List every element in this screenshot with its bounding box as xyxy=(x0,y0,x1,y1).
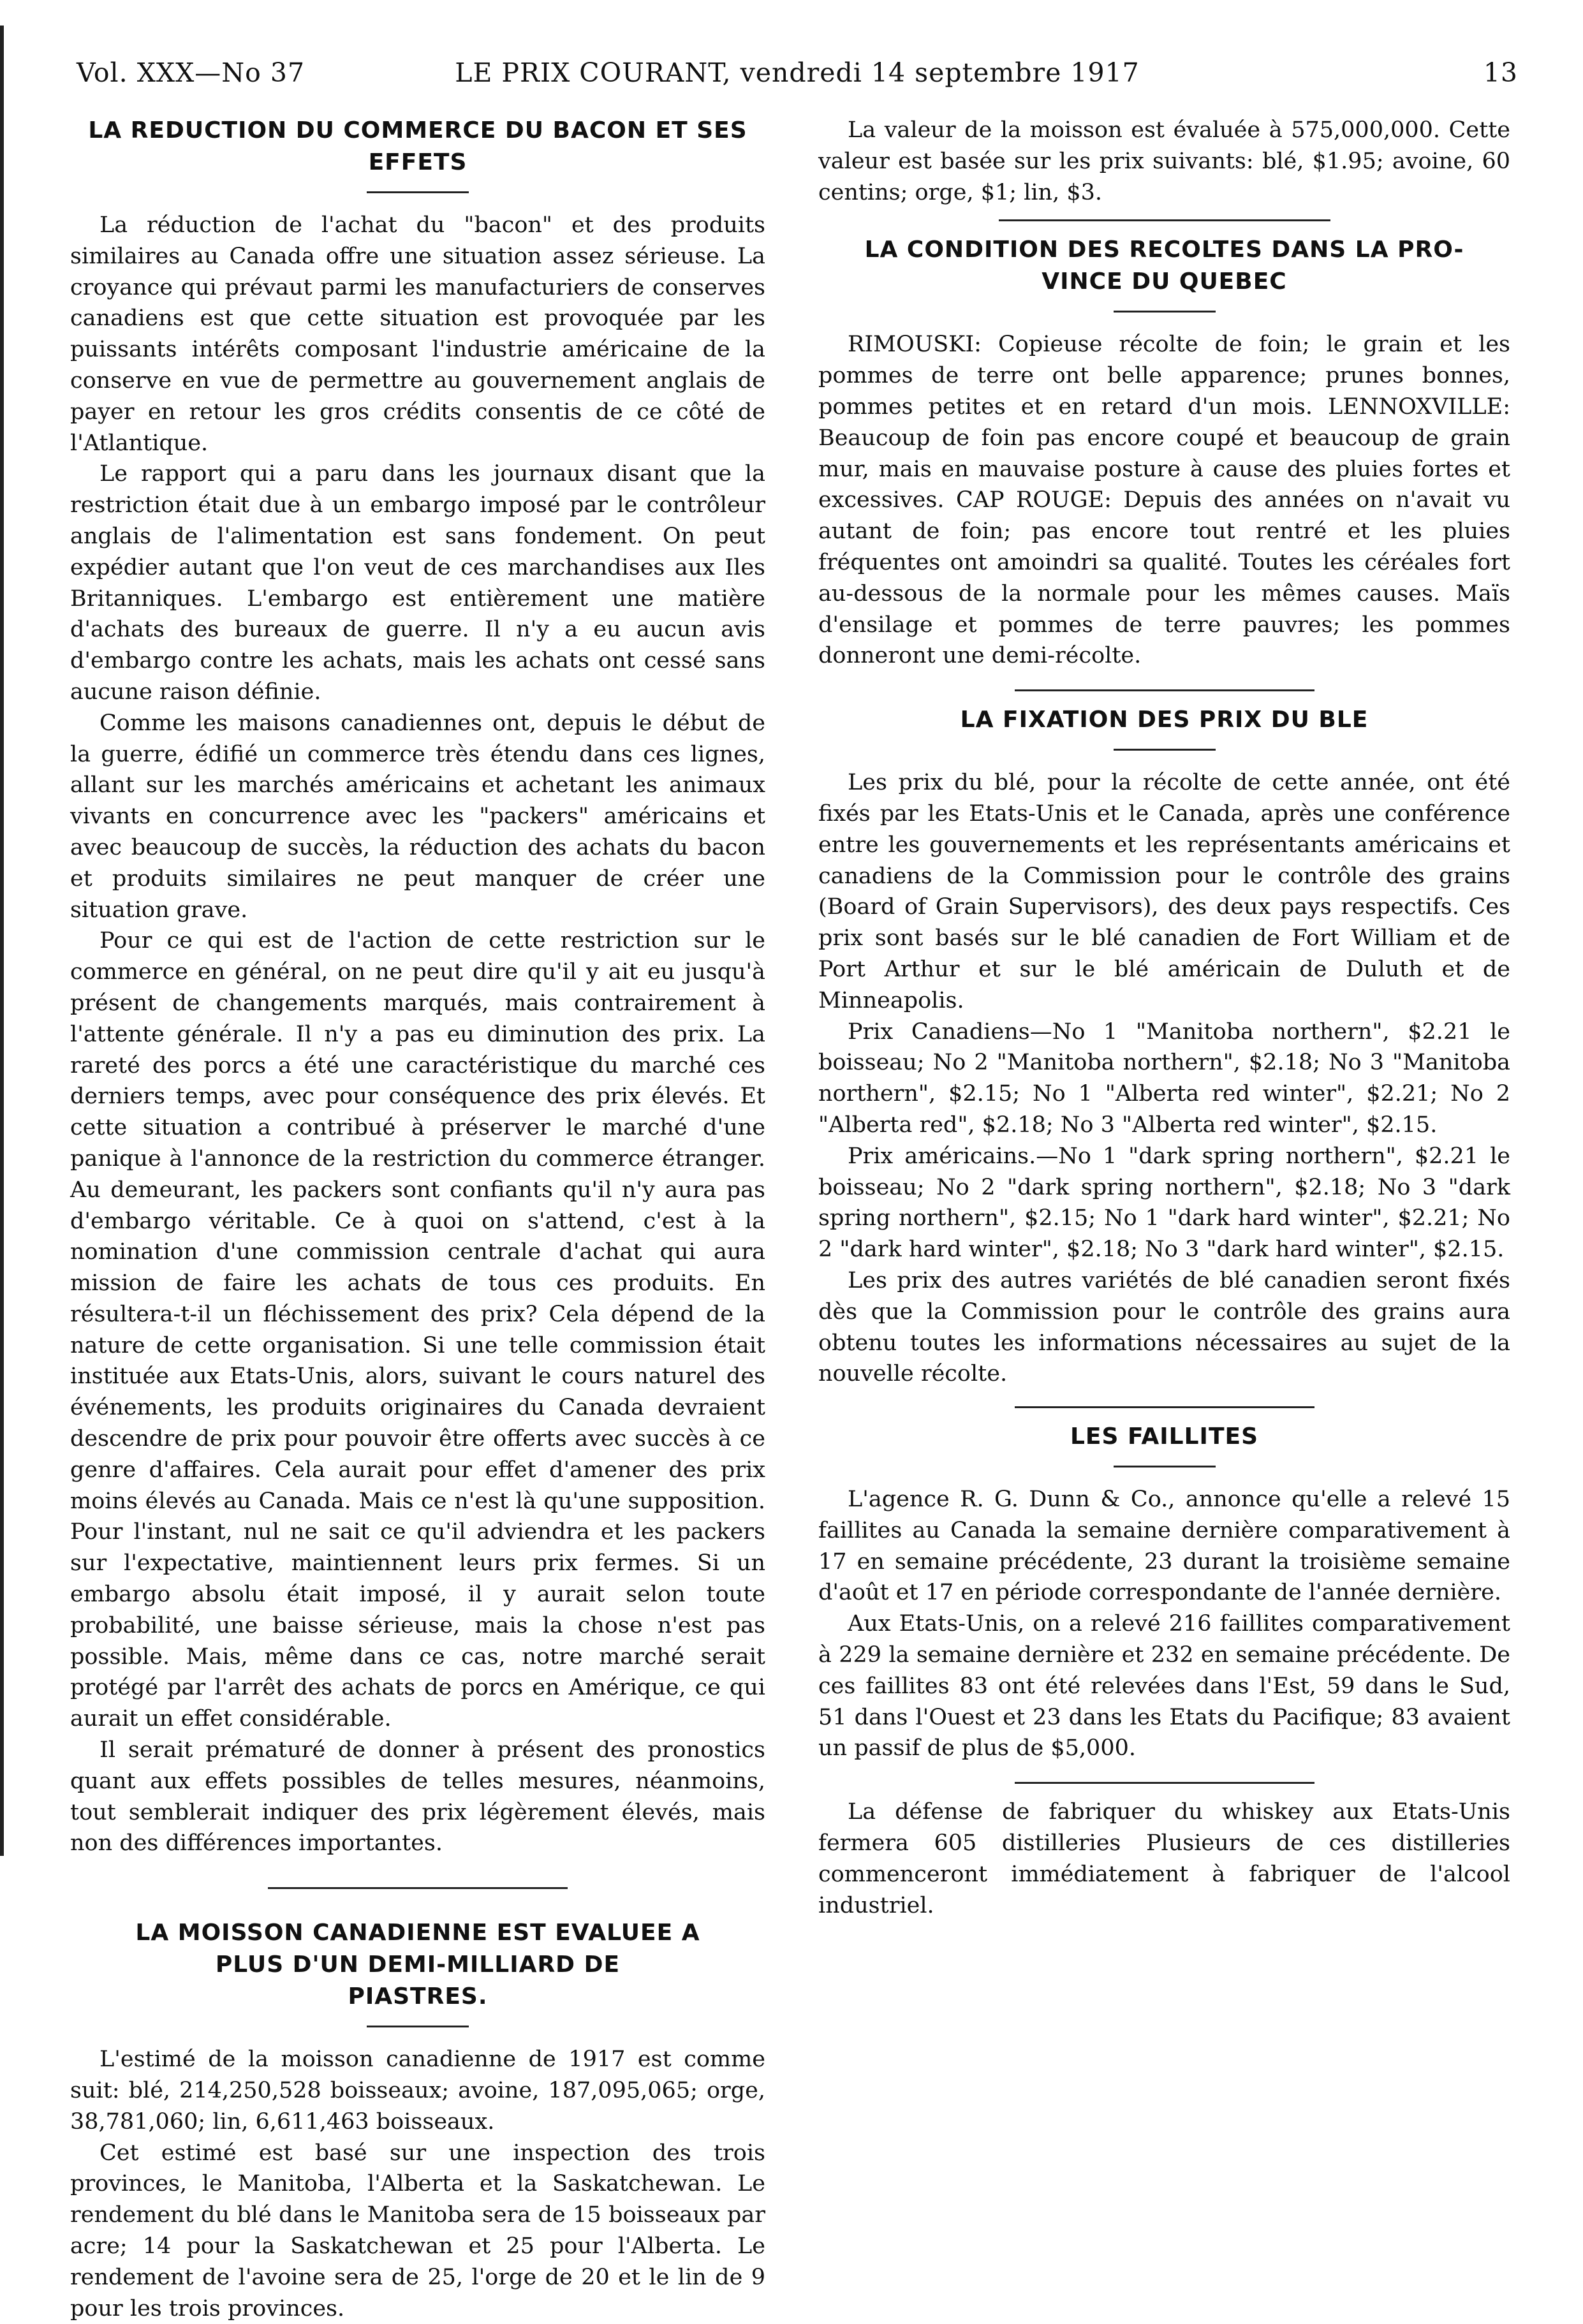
article-moisson-title xyxy=(70,1917,765,2013)
article-moisson-title-line-1: LA MOISSON CANADIENNE EST EVALUEE A xyxy=(135,1920,700,1946)
article-fixation-title: LA FIXATION DES PRIX DU BLE xyxy=(960,707,1369,733)
section-divider xyxy=(1015,1406,1314,1408)
section-divider xyxy=(1015,689,1314,691)
article-faillites xyxy=(818,1421,1510,1764)
article-moisson-paragraph-2: Cet estimé est basé sur une inspection des trois provinces, le Manitoba, l'Alberta et la Saskatchewan. Le rendement du blé dans le Manitoba sera de 15 boisseaux par acre; 14 pour la Saskatchewan et 25 pour l'Alberta. Le rendement de l'avoine sera de 25, l'orge de 20 et le lin de 9 pour les trois provinces. xyxy=(70,2140,765,2321)
article-fixation xyxy=(818,704,1510,1390)
right-column xyxy=(818,115,1510,1921)
section-divider xyxy=(999,219,1330,221)
article-faillites-title: LES FAILLITES xyxy=(1070,1423,1259,1450)
article-fixation-paragraph-4: Les prix des autres variétés de blé canadien seront fixés dès que la Commission pour le contrôle des grains aura obtenu toutes les informations nécessaires au sujet de la nouvelle récolte. xyxy=(818,1267,1510,1387)
title-divider xyxy=(367,191,469,193)
page-number: 13 xyxy=(1483,57,1518,88)
margin-line xyxy=(0,26,4,1856)
article-bacon-title: LA REDUCTION DU COMMERCE DU BACON ET SES EFFETS xyxy=(88,117,747,175)
article-moisson-title-line-3: PIASTRES. xyxy=(348,1983,488,2010)
article-moisson-title-line-2: PLUS D'UN DEMI-MILLIARD DE xyxy=(215,1952,621,1978)
article-bacon-paragraph-3: Comme les maisons canadiennes ont, depuis le début de la guerre, édifié un commerce très étendu dans ces lignes, allant sur les marchés américains et achetant les animaux vivants en concurrence avec les "packers" américains et avec beaucoup de succès, la réduction des achats du bacon et produits similaires ne peut manquer de créer une situation grave. xyxy=(70,710,765,923)
article-recoltes-paragraph-1: RIMOUSKI: Copieuse récolte de foin; le grain et les pommes de terre ont belle apparence; prunes bonnes, pommes petites et en retard d'un mois. LENNOXVILLE: Beaucoup de foin pas encore coupé et beaucoup de grain mur, mais en mauvaise posture à cause des pluies fortes et excessives. CAP ROUGE: Depuis des années on n'avait vu autant de foin; pas encore tout rentré et les pluies fréquentes ont amoindri sa qualité. Toutes les céréales fort au-dessous de la normale pour les mêmes causes. Maïs d'ensilage et pommes de terre pauvres; les pommes donneront une demi-récolte. xyxy=(818,332,1510,669)
left-column xyxy=(70,115,765,2324)
title-divider xyxy=(1114,311,1216,313)
article-moisson-paragraph-1: L'estimé de la moisson canadienne de 1917 est comme suit: blé, 214,250,528 boisseaux; avoine, 187,095,065; orge, 38,781,060; lin, 6,611,463 boisseaux. xyxy=(70,2047,765,2135)
article-recoltes-title xyxy=(818,234,1510,298)
article-recoltes xyxy=(818,234,1510,672)
section-divider xyxy=(1015,1782,1314,1784)
volume-number: Vol. XXX—No 37 xyxy=(77,57,306,88)
article-whiskey-paragraph-1: La défense de fabriquer du whiskey aux Etats-Unis fermera 605 distilleries Plusieurs de ces distilleries commenceront immédiatement à fabriquer de l'alcool industriel. xyxy=(818,1799,1510,1918)
page-header xyxy=(77,52,1518,103)
article-fixation-paragraph-3: Prix américains.—No 1 "dark spring northern", $2.21 le boisseau; No 2 "dark spring northern", $2.18; No 3 "dark spring northern", $2.15; No 1 "dark hard winter", $2.21; No 2 "dark hard winter", $2.18; No 3 "dark hard winter", $2.15. xyxy=(818,1143,1510,1263)
section-divider xyxy=(268,1887,568,1889)
article-bacon-paragraph-4: Pour ce qui est de l'action de cette restriction sur le commerce en général, on ne peut dire qu'il y ait eu jusqu'à présent de changements marqués, mais contrairement à l'attente générale. Il n'y a pas eu diminution des prix. La rareté des porcs a été une caractéristique du marché ces derniers temps, avec pour conséquence des prix élevés. Et cette situation a contribué à préserver le marché d'une panique à l'annonce de la restriction du commerce étranger. Au demeurant, les packers sont confiants qu'il n'y aura pas d'embargo véritable. Ce à quoi on s'attend, c'est à la nomination d'une commission centrale d'achat qui aura mission de faire les achats de tous ces produits. En résultera-t-il un fléchissement des prix? Cela dépend de la nature de cette organisation. Si une telle commission était instituée aux Etats-Unis, alors, suivant le cours naturel des événements, les produits originaires du Canada devraient descendre de prix pour pouvoir être offerts avec succès à ce genre d'affaires. Cela aurait pour effet d'amener des prix moins élevés au Canada. Mais ce n'est là qu'une supposition. Pour l'instant, nul ne sait ce qu'il adviendra et les packers sur l'expectative, maintiennent leurs prix fermes. Si un embargo absolu était imposé, il y aurait selon toute probabilité, une baisse sérieuse, mais la chose n'est pas possible. Mais, même dans ce cas, notre marché serait protégé par l'arrêt des achats de porcs en Amérique, ce qui aurait un effet considérable. xyxy=(70,928,765,1732)
article-bacon-paragraph-2: Le rapport qui a paru dans les journaux disant que la restriction était due à un embargo imposé par le contrôleur anglais de l'alimentation est sans fondement. On peut expédier autant que l'on veut de ces marchandises aux Iles Britanniques. L'embargo est entièrement une matière d'achats des bureaux de guerre. Il n'y a eu aucun avis d'embargo contre les achats, mais les achats ont cessé sans aucune raison définie. xyxy=(70,461,765,705)
article-recoltes-title-line-2: VINCE DU QUEBEC xyxy=(1042,268,1287,295)
journal-title-date: LE PRIX COURANT, vendredi 14 septembre 1917 xyxy=(455,57,1140,88)
title-divider xyxy=(367,2026,469,2027)
article-fixation-paragraph-2: Prix Canadiens—No 1 "Manitoba northern", $2.21 le boisseau; No 2 "Manitoba northern", $2.18; No 3 "Manitoba northern", $2.15; No 1 "Alberta red winter", $2.21; No 2 "Alberta red", $2.18; No 3 "Alberta red winter", $2.15. xyxy=(818,1019,1510,1138)
article-faillites-paragraph-2: Aux Etats-Unis, on a relevé 216 faillites comparativement à 229 la semaine dernière et 232 en semaine précédente. De ces faillites 83 ont été relevées dans l'Est, 59 dans le Sud, 51 dans l'Ouest et 23 dans les Etats du Pacifique; 83 avaient un passif de plus de $5,000. xyxy=(818,1611,1510,1761)
article-moisson-paragraph-3: La valeur de la moisson est évaluée à 575,000,000. Cette valeur est basée sur les prix suivants: blé, $1.95; avoine, 60 centins; orge, $1; lin, $3. xyxy=(818,117,1510,205)
article-bacon-paragraph-5: Il serait prématuré de donner à présent des pronostics quant aux effets possibles de telles mesures, néanmoins, tout semblerait indiquer des prix légèrement élevés, mais non des différences importantes. xyxy=(70,1737,765,1857)
article-faillites-paragraph-1: L'agence R. G. Dunn & Co., annonce qu'elle a relevé 15 faillites au Canada la semaine dernière comparativement à 17 en semaine précédente, 23 durant la troisième semaine d'août et 17 en période correspondante de l'année dernière. xyxy=(818,1487,1510,1606)
title-divider xyxy=(1114,749,1216,751)
article-whiskey xyxy=(818,1797,1510,1921)
article-moisson xyxy=(70,1917,765,2324)
article-bacon xyxy=(70,115,765,1859)
title-divider xyxy=(1114,1466,1216,1467)
article-recoltes-title-line-1: LA CONDITION DES RECOLTES DANS LA PRO- xyxy=(864,237,1464,263)
article-bacon-paragraph-1: La réduction de l'achat du "bacon" et des produits similaires au Canada offre une situation assez sérieuse. La croyance qui prévaut parmi les manufacturiers de conserves canadiens est que cette situation est provoquée par les puissants intérêts composant l'industrie américaine de la conserve en vue de permettre au gouvernement anglais de payer en retour les gros crédits consentis de ce côté de l'Atlantique. xyxy=(70,212,765,456)
article-fixation-paragraph-1: Les prix du blé, pour la récolte de cette année, ont été fixés par les Etats-Unis et le Canada, après une conférence entre les gouvernements et les représentants américains et canadiens de la Commission pour le contrôle des grains (Board of Grain Supervisors), des deux pays respectifs. Ces prix sont basés sur le blé canadien de Fort William et de Port Arthur et sur le blé américain de Duluth et de Minneapolis. xyxy=(818,770,1510,1013)
